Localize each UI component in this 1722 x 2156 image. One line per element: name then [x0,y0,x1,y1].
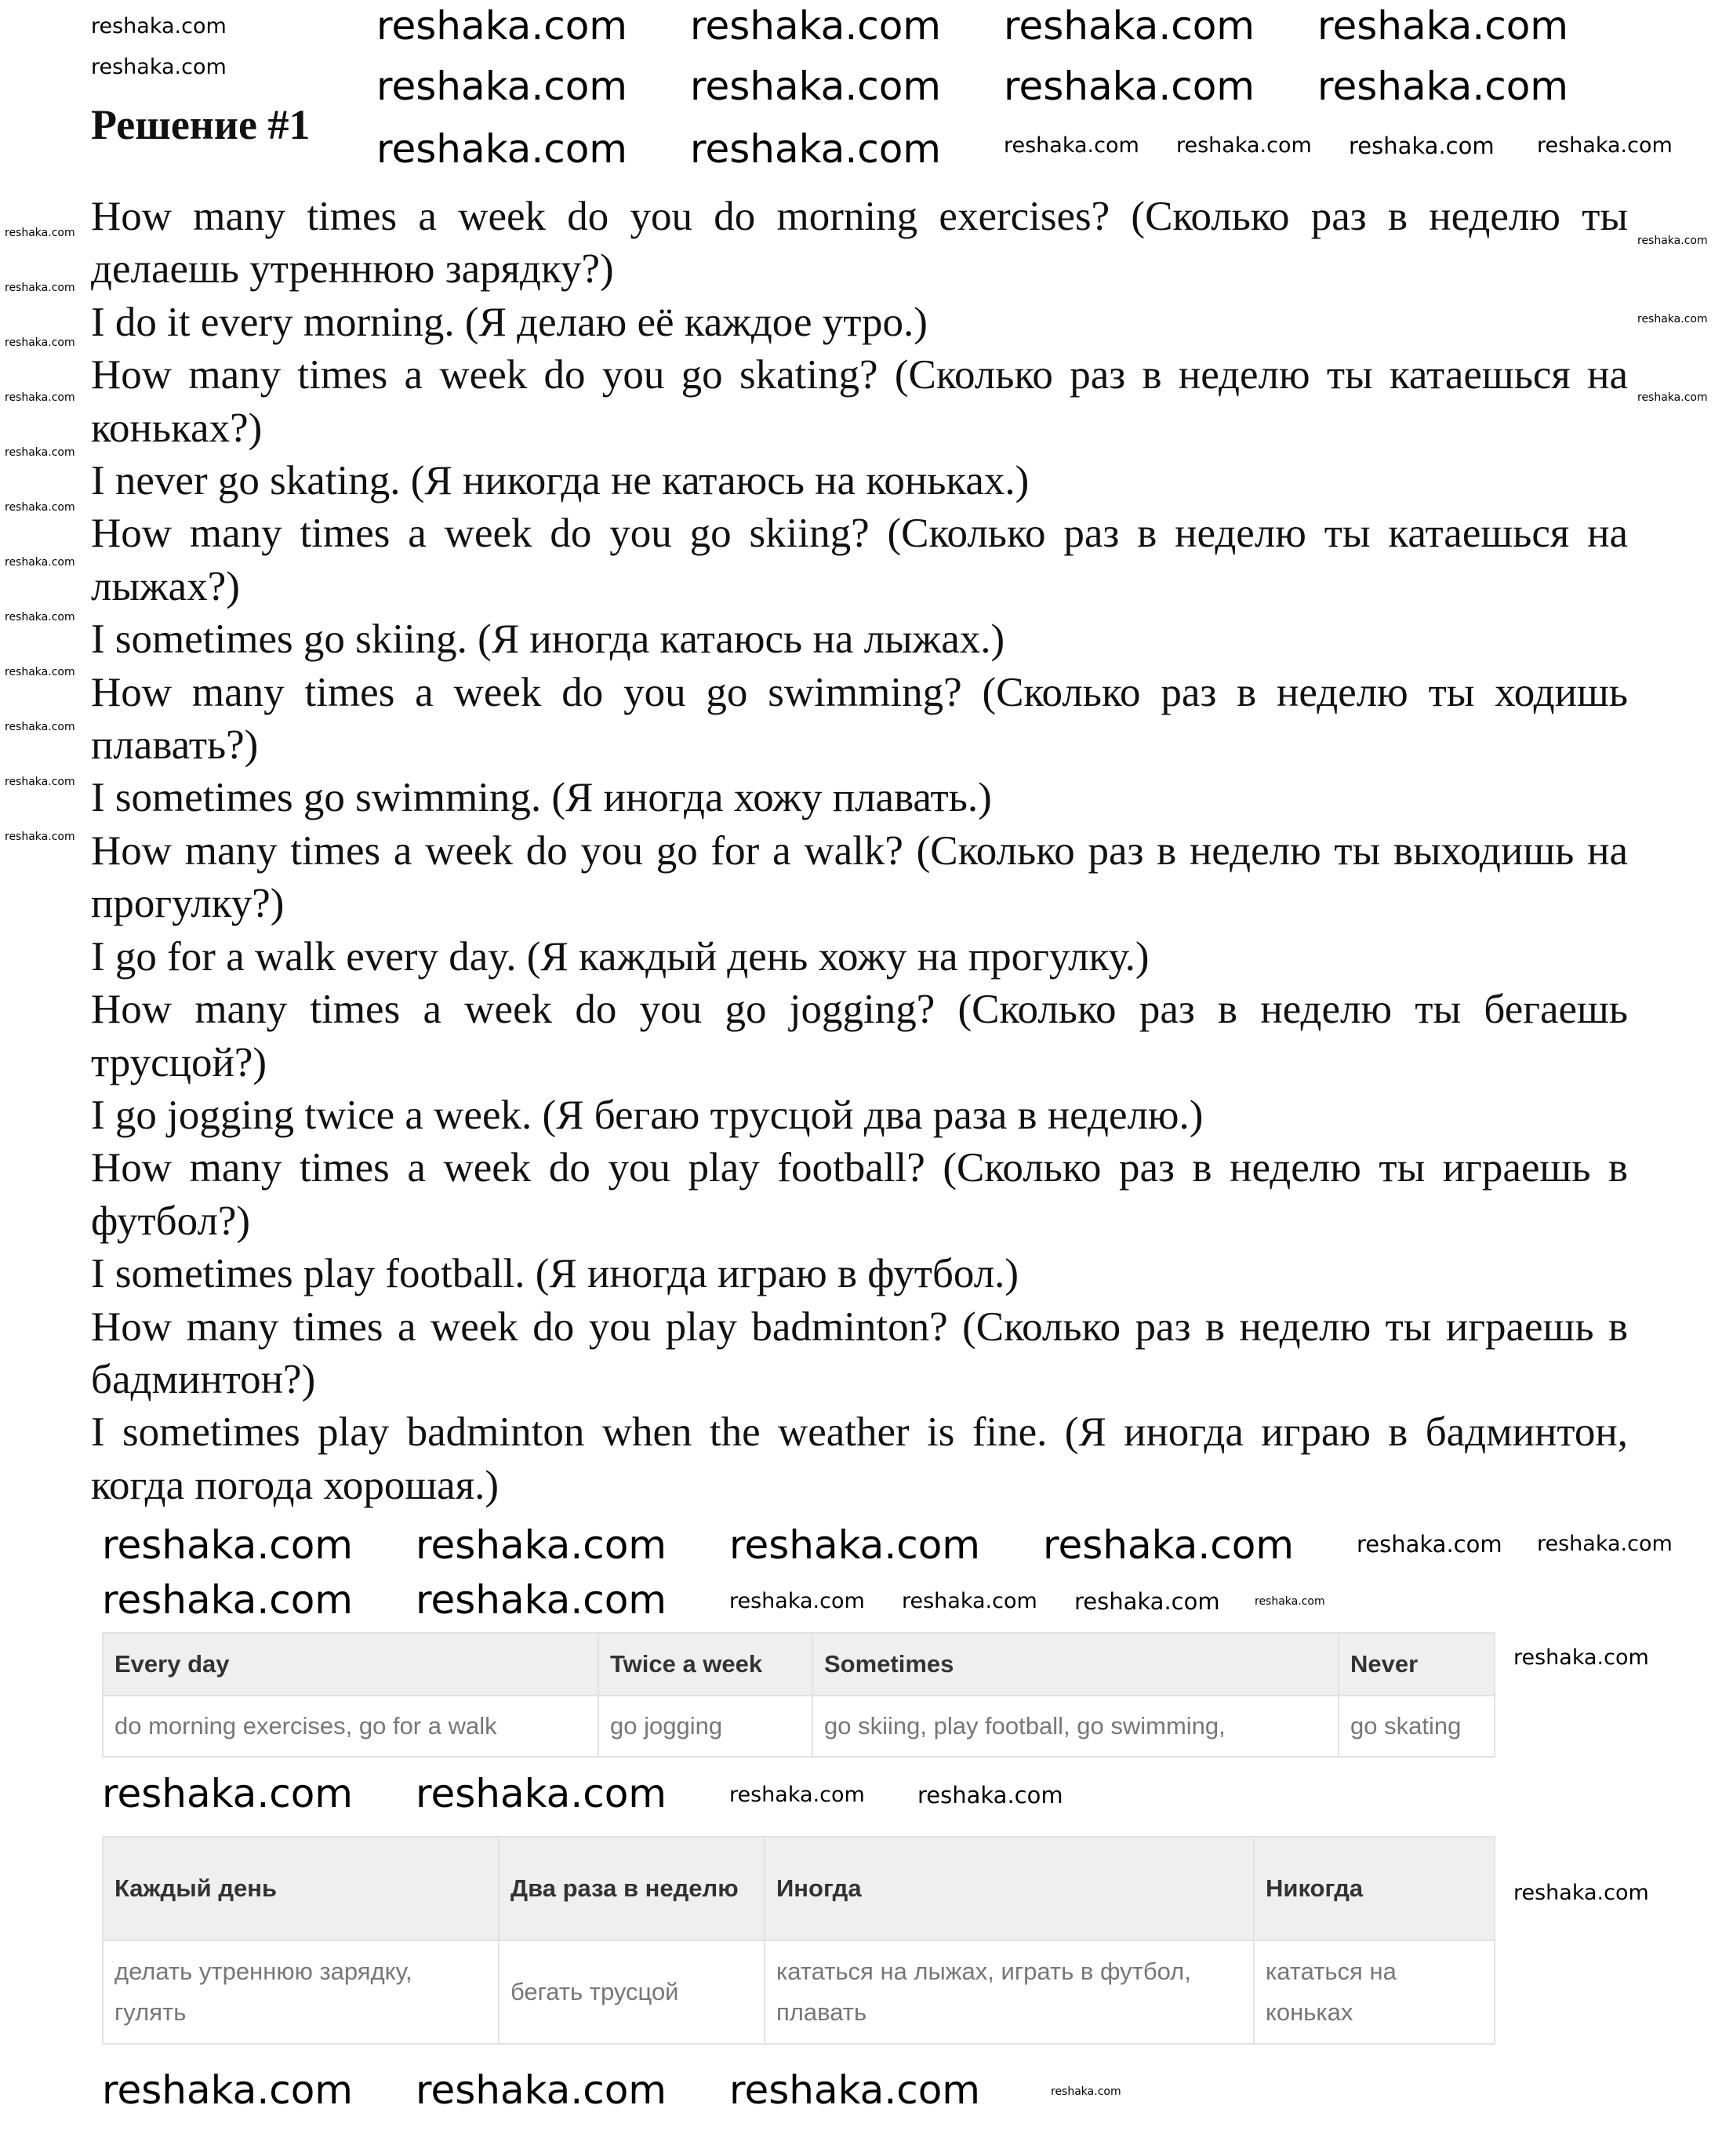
watermark: reshaka.com [1637,313,1708,325]
watermark: reshaka.com [1513,1881,1649,1905]
watermark: reshaka.com [5,227,75,239]
header-cell: Never [1339,1633,1495,1696]
answer: I sometimes play football. (Я иногда играю в футбол.) [91,1251,1019,1297]
watermark: reshaka.com [690,64,941,109]
watermark: reshaka.com [102,1771,353,1816]
watermark: reshaka.com [1043,1522,1294,1568]
header-cell: Иногда [765,1837,1254,1940]
watermark: reshaka.com [376,3,627,49]
answer: I go for a walk every day. (Я каждый день хожу на прогулку.) [91,933,1150,980]
watermark: reshaka.com [1004,64,1255,109]
question: How many times a week do you go jogging? (Сколько раз в неделю ты бегаешь трусцой?) [91,987,1628,1085]
answer: I sometimes go skiing. (Я иногда катаюсь на лыжах.) [91,616,1005,663]
watermark: reshaka.com [5,501,75,514]
watermark: reshaka.com [1074,1588,1220,1615]
question: How many times a week do you play football? (Сколько раз в неделю ты играешь в футбол?) [91,1145,1628,1244]
watermark: reshaka.com [91,55,227,79]
table-cell: бегать трусцой [499,1940,765,2044]
answer: I go jogging twice a week. (Я бегаю трусцой два раза в неделю.) [91,1092,1204,1138]
watermark: reshaka.com [690,3,941,49]
watermark: reshaka.com [416,1577,667,1623]
frequency-table-english [102,1632,1495,1758]
watermark: reshaka.com [1637,235,1708,247]
question: How many times a week do you go skiing? (Сколько раз в неделю ты катаешься на лыжах?) [91,511,1628,609]
watermark: reshaka.com [416,2067,667,2113]
watermark: reshaka.com [902,1589,1037,1613]
watermark: reshaka.com [5,721,75,733]
watermark: reshaka.com [416,1771,667,1816]
watermark: reshaka.com [5,336,75,349]
answer: I sometimes go swimming. (Я иногда хожу плавать.) [91,775,992,821]
question: How many times a week do you go swimming? (Сколько раз в неделю ты ходишь плавать?) [91,669,1628,769]
table-header-row [103,1837,1495,1940]
watermark: reshaka.com [1176,133,1312,158]
table-cell: go jogging [598,1696,812,1757]
question: How many times a week do you go for a walk? (Сколько раз в неделю ты выходишь на прогулку?) [91,827,1628,927]
watermark: reshaka.com [102,1577,353,1623]
header-cell: Никогда [1254,1837,1495,1940]
answer: I never go skating. (Я никогда не катаюсь на коньках.) [91,458,1030,504]
page-title: Решение #1 [91,101,311,148]
watermark: reshaka.com [1051,2085,1121,2098]
table-cell: делать утреннюю зарядку, гулять [103,1940,499,2044]
watermark: reshaka.com [5,831,75,843]
question: How many times a week do you do morning exercises? (Сколько раз в неделю ты делаешь утреннюю зарядку?) [91,194,1628,293]
watermark: reshaka.com [729,1589,865,1613]
watermark: reshaka.com [5,666,75,678]
table-cell: go skiing, play football, go swimming, [812,1696,1339,1757]
answer-text [91,191,1628,1512]
watermark: reshaka.com [917,1782,1063,1809]
watermark: reshaka.com [102,1522,353,1568]
question: How many times a week do you go skating? (Сколько раз в неделю ты катаешься на коньках?) [91,352,1628,451]
header-cell: Every day [103,1633,598,1696]
watermark: reshaka.com [5,556,75,569]
watermark: reshaka.com [729,2067,980,2113]
frequency-table-russian [102,1836,1495,2045]
table-row [103,1940,1495,2044]
table-row [103,1696,1495,1757]
answer: I do it every morning. (Я делаю её каждое утро.) [91,299,928,345]
watermark: reshaka.com [416,1522,667,1568]
table-cell: кататься на лыжах, играть в футбол, плавать [765,1940,1254,2044]
watermark: reshaka.com [5,391,75,404]
watermark: reshaka.com [1317,64,1568,109]
watermark: reshaka.com [1537,1532,1673,1556]
watermark: reshaka.com [729,1783,865,1807]
question: How many times a week do you play badminton? (Сколько раз в неделю ты играешь в бадминтон?) [91,1303,1628,1402]
watermark: reshaka.com [5,446,75,459]
header-cell: Sometimes [812,1633,1339,1696]
watermark: reshaka.com [1513,1645,1649,1670]
watermark: reshaka.com [1357,1531,1502,1558]
header-cell: Twice a week [598,1633,812,1696]
table-cell: go skating [1339,1696,1495,1757]
watermark: reshaka.com [1537,133,1673,158]
table-cell: кататься на коньках [1254,1940,1495,2044]
table-header-row [103,1633,1495,1696]
watermark: reshaka.com [5,282,75,294]
watermark: reshaka.com [690,126,941,172]
header-cell: Два раза в неделю [499,1837,765,1940]
watermark: reshaka.com [376,126,627,172]
table-cell: do morning exercises, go for a walk [103,1696,598,1757]
watermark: reshaka.com [1004,133,1139,158]
watermark: reshaka.com [729,1522,980,1568]
header-cell: Каждый день [103,1837,499,1940]
watermark: reshaka.com [1349,133,1495,159]
watermark: reshaka.com [1317,3,1568,49]
watermark: reshaka.com [5,776,75,788]
watermark: reshaka.com [376,64,627,109]
watermark: reshaka.com [1255,1595,1325,1608]
watermark: reshaka.com [91,14,227,38]
watermark: reshaka.com [5,611,75,624]
answer: I sometimes play badminton when the weather is fine. (Я иногда играю в бадминтон, когда погода хорошая.) [91,1409,1628,1508]
watermark: reshaka.com [1637,391,1708,404]
watermark: reshaka.com [102,2067,353,2113]
watermark: reshaka.com [1004,3,1255,49]
